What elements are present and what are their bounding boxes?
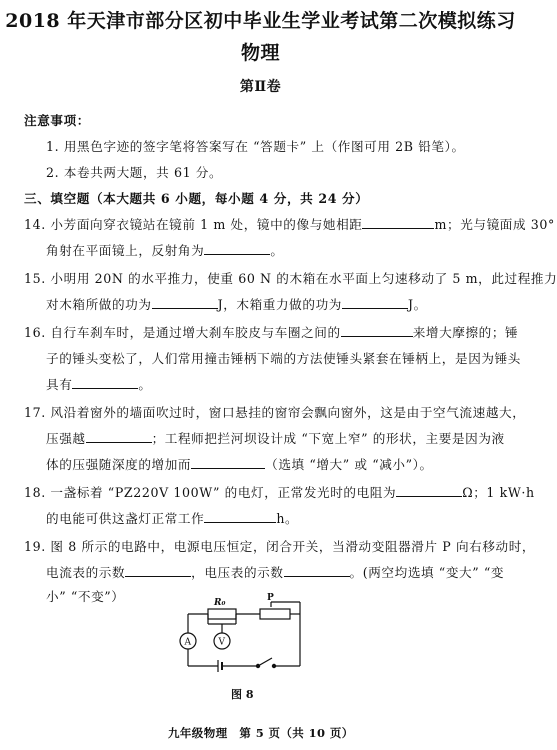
answer-blank[interactable] [396, 485, 462, 497]
answer-blank[interactable] [284, 565, 350, 577]
notes-item-2: 2. 本卷共两大题，共 61 分。 [46, 165, 223, 180]
question-15-text-a: 对木箱所做的功为 [46, 297, 152, 312]
question-14-text-a: 14. 小芳面向穿衣镜站在镜前 1 m 处，镜中的像与她相距 [24, 217, 363, 232]
question-14-line-1 [24, 214, 555, 233]
question-18-text-c: 的电能可供这盏灯正常工作 [46, 511, 205, 526]
question-16-line-2: 子的锤头变松了，人们常用撞击锤柄下端的方法使锤头紧套在锤柄上，是因为锤头 [46, 351, 521, 366]
question-18-text-d: h。 [276, 511, 299, 526]
question-18-text-b: Ω；1 kW·h [462, 485, 535, 500]
answer-blank[interactable] [342, 297, 408, 309]
resistor-r0 [208, 609, 236, 619]
question-19-line-3: 小” “不变”） [46, 589, 125, 604]
question-16-line-3 [46, 374, 152, 393]
question-17-line-1: 17. 风沿着窗外的墙面吹过时，窗口悬挂的窗帘会飘向窗外，这是由于空气流速越大， [24, 405, 526, 420]
question-14-text-b: m；光与镜面成 30° [434, 217, 555, 232]
answer-blank[interactable] [204, 243, 270, 255]
question-14-line-2 [46, 240, 284, 259]
question-16-text-b: 来增大摩擦的；锤 [412, 325, 519, 340]
question-17-text-d: （选填 “增大” 或 “减小”）。 [265, 457, 433, 472]
question-16-text-c: 具有 [46, 377, 73, 392]
answer-blank[interactable] [125, 565, 191, 577]
question-19-line-2 [46, 562, 504, 581]
page-footer: 九年级物理 第 5 页（共 10 页） [168, 726, 354, 740]
answer-blank[interactable] [362, 217, 434, 229]
notes-heading: 注意事项： [24, 113, 90, 128]
question-15-text-b: J，木箱重力做的功为 [217, 297, 342, 312]
answer-blank[interactable] [72, 377, 138, 389]
answer-blank[interactable] [191, 457, 265, 469]
exam-title: 2018 年天津市部分区初中毕业生学业考试第二次模拟练习 [5, 10, 516, 32]
volume-title: 第Ⅱ卷 [239, 79, 282, 95]
r0-label: R₀ [214, 598, 226, 608]
voltmeter-label: V [218, 637, 225, 648]
answer-blank[interactable] [204, 511, 276, 523]
figure-caption: 图 8 [231, 688, 254, 701]
question-15-text-c: J。 [407, 297, 427, 312]
question-19-text-a: 电流表的示数 [46, 565, 126, 580]
question-18-line-2 [46, 508, 298, 527]
circuit-diagram [168, 593, 318, 678]
notes-item-1: 1. 用黑色字迹的签字笔将答案写在 “答题卡” 上（作图可用 2B 铅笔）。 [46, 139, 465, 154]
answer-blank[interactable] [86, 431, 152, 443]
ammeter-label: A [184, 637, 191, 648]
answer-blank[interactable] [341, 325, 413, 337]
question-16-line-1 [24, 322, 518, 341]
question-19-text-b: ，电压表的示数 [191, 565, 284, 580]
question-14-text-c: 角射在平面镜上，反射角为 [46, 243, 205, 258]
question-17-text-a: 压强越 [46, 431, 86, 446]
p-label: P [267, 593, 274, 603]
rheostat [260, 609, 290, 619]
section-heading: 三、填空题（本大题共 6 小题，每小题 4 分，共 24 分） [24, 191, 369, 206]
question-19-text-c: 。(两空均选填 “变大” “变 [349, 565, 505, 580]
question-18-line-1 [24, 482, 535, 501]
question-17-text-b: ；工程师把拦河坝设计成 “下宽上窄” 的形状，主要是因为液 [151, 431, 505, 446]
question-15-line-2 [46, 294, 427, 313]
subject-title: 物理 [240, 42, 280, 64]
question-17-text-c: 体的压强随深度的增加而 [46, 457, 192, 472]
question-16-text-a: 16. 自行车刹车时，是通过增大刹车胶皮与车圈之间的 [24, 325, 341, 340]
question-19-line-1: 19. 图 8 所示的电路中，电源电压恒定，闭合开关，当滑动变阻器滑片 P 向右移动时， [24, 539, 536, 554]
question-14-text-d: 。 [270, 243, 284, 258]
question-17-line-3 [46, 454, 433, 473]
question-16-text-d: 。 [138, 377, 152, 392]
question-18-text-a: 18. 一盏标着 “PZ220V 100W” 的电灯，正常发光时的电阻为 [24, 485, 397, 500]
question-15-line-1: 15. 小明用 20N 的水平推力，使重 60 N 的木箱在水平面上匀速移动了 5 m，此过程推力 [24, 271, 557, 286]
switch-blade [258, 658, 272, 666]
question-17-line-2 [46, 428, 505, 447]
answer-blank[interactable] [152, 297, 218, 309]
